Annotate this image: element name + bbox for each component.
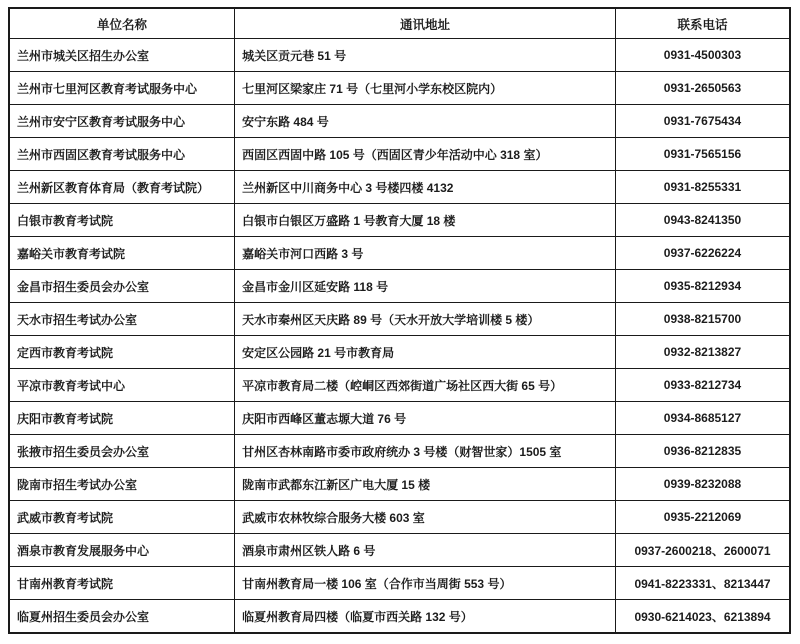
table-row — [9, 237, 790, 270]
header-row — [9, 8, 790, 39]
table-row — [9, 105, 790, 138]
phone-cell: 0934-8685127 — [616, 402, 790, 435]
unit-name-cell: 天水市招生考试办公室 — [9, 303, 235, 336]
address-cell: 金昌市金川区延安路 118 号 — [235, 270, 616, 303]
phone-cell: 0930-6214023、6213894 — [616, 600, 790, 634]
column-header-unit-name: 单位名称 — [9, 8, 235, 39]
table-row — [9, 534, 790, 567]
phone-cell: 0931-8255331 — [616, 171, 790, 204]
phone-cell: 0931-4500303 — [616, 39, 790, 72]
phone-cell: 0931-2650563 — [616, 72, 790, 105]
unit-name-cell: 张掖市招生委员会办公室 — [9, 435, 235, 468]
unit-name-cell: 兰州市西固区教育考试服务中心 — [9, 138, 235, 171]
table-row — [9, 369, 790, 402]
address-cell: 甘南州教育局一楼 106 室（合作市当周街 553 号） — [235, 567, 616, 600]
address-cell: 安宁东路 484 号 — [235, 105, 616, 138]
phone-cell: 0938-8215700 — [616, 303, 790, 336]
phone-cell: 0939-8232088 — [616, 468, 790, 501]
table-row — [9, 270, 790, 303]
address-cell: 兰州新区中川商务中心 3 号楼四楼 4132 — [235, 171, 616, 204]
unit-name-cell: 定西市教育考试院 — [9, 336, 235, 369]
phone-cell: 0932-8213827 — [616, 336, 790, 369]
table-row — [9, 171, 790, 204]
address-cell: 甘州区杏林南路市委市政府统办 3 号楼（财智世家）1505 室 — [235, 435, 616, 468]
address-cell: 临夏州教育局四楼（临夏市西关路 132 号） — [235, 600, 616, 634]
phone-cell: 0931-7675434 — [616, 105, 790, 138]
table-row — [9, 501, 790, 534]
unit-name-cell: 庆阳市教育考试院 — [9, 402, 235, 435]
phone-cell: 0936-8212835 — [616, 435, 790, 468]
table-row — [9, 303, 790, 336]
table-row — [9, 39, 790, 72]
phone-cell: 0937-2600218、2600071 — [616, 534, 790, 567]
unit-name-cell: 平凉市教育考试中心 — [9, 369, 235, 402]
table-row — [9, 435, 790, 468]
table-body — [9, 39, 790, 634]
unit-name-cell: 陇南市招生考试办公室 — [9, 468, 235, 501]
phone-cell: 0931-7565156 — [616, 138, 790, 171]
unit-name-cell: 兰州新区教育体育局（教育考试院） — [9, 171, 235, 204]
unit-name-cell: 金昌市招生委员会办公室 — [9, 270, 235, 303]
address-cell: 嘉峪关市河口西路 3 号 — [235, 237, 616, 270]
table-header — [9, 8, 790, 39]
table-row — [9, 402, 790, 435]
address-cell: 天水市秦州区天庆路 89 号（天水开放大学培训楼 5 楼） — [235, 303, 616, 336]
address-cell: 安定区公园路 21 号市教育局 — [235, 336, 616, 369]
table-row — [9, 138, 790, 171]
address-cell: 庆阳市西峰区董志塬大道 76 号 — [235, 402, 616, 435]
table-row — [9, 567, 790, 600]
table-row — [9, 336, 790, 369]
phone-cell: 0941-8223331、8213447 — [616, 567, 790, 600]
address-cell: 酒泉市肃州区铁人路 6 号 — [235, 534, 616, 567]
contact-table — [8, 7, 791, 634]
address-cell: 陇南市武都东江新区广电大厦 15 楼 — [235, 468, 616, 501]
unit-name-cell: 武威市教育考试院 — [9, 501, 235, 534]
unit-name-cell: 酒泉市教育发展服务中心 — [9, 534, 235, 567]
address-cell: 七里河区梁家庄 71 号（七里河小学东校区院内） — [235, 72, 616, 105]
phone-cell: 0943-8241350 — [616, 204, 790, 237]
table-row — [9, 468, 790, 501]
address-cell: 武威市农林牧综合服务大楼 603 室 — [235, 501, 616, 534]
table-row — [9, 72, 790, 105]
unit-name-cell: 兰州市城关区招生办公室 — [9, 39, 235, 72]
unit-name-cell: 临夏州招生委员会办公室 — [9, 600, 235, 634]
unit-name-cell: 兰州市七里河区教育考试服务中心 — [9, 72, 235, 105]
unit-name-cell: 兰州市安宁区教育考试服务中心 — [9, 105, 235, 138]
unit-name-cell: 嘉峪关市教育考试院 — [9, 237, 235, 270]
phone-cell: 0935-8212934 — [616, 270, 790, 303]
address-cell: 平凉市教育局二楼（崆峒区西郊街道广场社区西大街 65 号） — [235, 369, 616, 402]
phone-cell: 0933-8212734 — [616, 369, 790, 402]
unit-name-cell: 白银市教育考试院 — [9, 204, 235, 237]
unit-name-cell: 甘南州教育考试院 — [9, 567, 235, 600]
address-cell: 城关区贡元巷 51 号 — [235, 39, 616, 72]
table-row — [9, 204, 790, 237]
column-header-phone: 联系电话 — [616, 8, 790, 39]
address-cell: 白银市白银区万盛路 1 号教育大厦 18 楼 — [235, 204, 616, 237]
table-row — [9, 600, 790, 634]
phone-cell: 0935-2212069 — [616, 501, 790, 534]
column-header-address: 通讯地址 — [235, 8, 616, 39]
address-cell: 西固区西固中路 105 号（西固区青少年活动中心 318 室） — [235, 138, 616, 171]
phone-cell: 0937-6226224 — [616, 237, 790, 270]
